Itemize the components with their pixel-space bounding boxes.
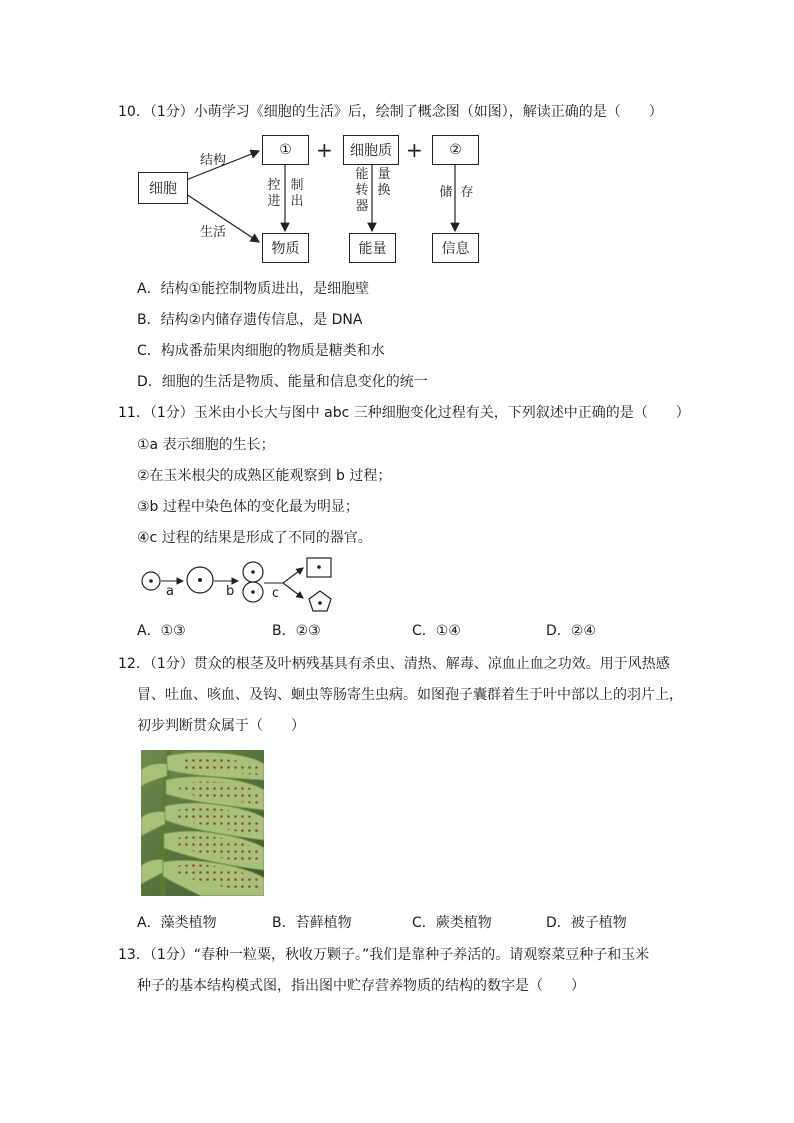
q13-stem-line-1: 13．（1分）“春种一粒粟，秋收万颗子。”我们是靠种子养活的。请观察菜豆种子和玉米 — [118, 947, 650, 963]
q11-option-d: D．②④ — [546, 623, 596, 639]
store-label-col2: 存 — [460, 185, 474, 200]
q12-option-c: C．蕨类植物 — [412, 915, 492, 931]
q10-option-a: A．结构①能控制物质进出，是细胞壁 — [137, 281, 370, 297]
q10-option-d: D．细胞的生活是物质、能量和信息变化的统一 — [137, 374, 428, 390]
q12-stem-line-1: 12．（1分）贯众的根茎及叶柄残基具有杀虫、清热、解毒、凉血止血之功效。用于风热感 — [118, 656, 670, 672]
structure-label: 结构 — [200, 153, 227, 168]
plus-sign-1: + — [316, 138, 333, 162]
energy-label-col2: 量 换 — [377, 167, 391, 198]
plus-sign-2: + — [406, 138, 423, 162]
store-label-col1: 储 — [439, 185, 453, 200]
process-b-label: b — [226, 584, 235, 599]
fern-leaf-drawing — [141, 750, 264, 896]
q11-statement-2: ②在玉米根尖的成熟区能观察到 b 过程； — [137, 468, 392, 484]
q11-option-a: A．①③ — [137, 623, 186, 639]
life-label: 生活 — [200, 225, 227, 240]
process-a-label: a — [166, 584, 174, 599]
control-label-col1: 控 进 — [267, 178, 281, 209]
q11-stem: 11．（1分）玉米由小长大与图中 abc 三种细胞变化过程有关，下列叙述中正确的是（ ） — [118, 405, 690, 421]
q11-option-b: B．②③ — [272, 623, 321, 639]
q13-stem-line-2: 种子的基本结构模式图，指出图中贮存营养物质的结构的数字是（ ） — [137, 978, 585, 994]
fern-leaf-photo — [141, 750, 264, 896]
control-label-col2: 制 出 — [290, 178, 304, 209]
info-box: 信息 — [432, 233, 479, 263]
q12-option-d: D．被子植物 — [546, 915, 627, 931]
cytoplasm-box: 细胞质 — [343, 135, 399, 165]
q10-option-b: B．结构②内储存遗传信息，是 DNA — [137, 312, 363, 328]
energy-label-col1: 能 转 器 — [355, 167, 369, 214]
q11-option-c: C．①④ — [412, 623, 461, 639]
process-c-label: c — [272, 586, 280, 601]
q11-statement-1: ①a 表示细胞的生长； — [137, 437, 275, 453]
q12-option-b: B．苔藓植物 — [272, 915, 352, 931]
structure-1-box: ① — [262, 135, 309, 165]
q10-option-c: C．构成番茄果肉细胞的物质是糖类和水 — [137, 343, 385, 359]
cell-box: 细胞 — [138, 172, 188, 204]
q12-option-a: A．藻类植物 — [137, 915, 217, 931]
energy-box: 能量 — [349, 233, 396, 263]
q11-statement-3: ③b 过程中染色体的变化最为明显； — [137, 499, 359, 515]
q10-stem: 10．（1分）小萌学习《细胞的生活》后，绘制了概念图（如图），解读正确的是（ ） — [118, 104, 663, 120]
q11-statement-4: ④c 过程的结果是形成了不同的器官。 — [137, 530, 372, 546]
structure-2-box: ② — [432, 135, 479, 165]
q12-stem-line-3: 初步判断贯众属于（ ） — [137, 718, 305, 734]
matter-box: 物质 — [262, 233, 309, 263]
q12-stem-line-2: 冒、吐血、咳血、及钩、蛔虫等肠寄生虫病。如图孢子囊群着生于叶中部以上的羽片上， — [137, 687, 683, 703]
